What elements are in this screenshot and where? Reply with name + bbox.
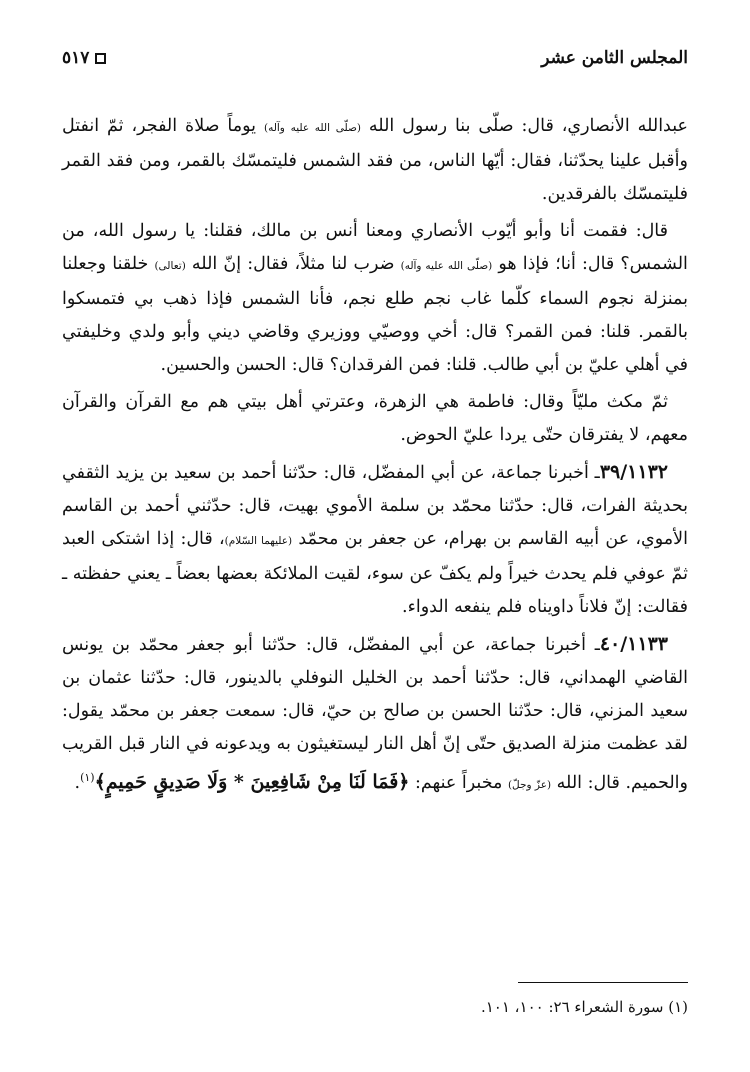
page-number [62,48,106,68]
footnote-divider [518,982,688,983]
square-icon [95,53,106,64]
paragraph-3-text: ثمّ مكث مليّاً وقال: فاطمة هي الزهرة، وعترتي أهل بيتي هم مع القرآن والقرآن معهم، لا يفترقان حتّى يردا عليّ الحوض. [62,392,688,445]
paragraph-4-text-a: ـ أخبرنا جماعة، عن أبي المفضّل، قال: حدّثنا أحمد بن سعيد بن يزيد الثقفي بحديثة الفرات، قال: حدّثنا محمّد بن سلمة الأموي بهيت، قال: حدّثني أحمد بن القاسم الأموي، عن أبيه القاسم بن بهرام، عن جعفر بن محمّد [62,463,688,549]
paragraph-4-text-b: ، قال: إذا اشتكى العبد ثمّ عوفي فلم يحدث خيراً ولم يكفّ عن سوء، لقيت الملائكة بعضها بعضاً ـ يعني حفظته ـ فقالت: إنّ فلاناً داويناه فلم ينفعه الدواء. [62,529,688,617]
honorific: (عزّ وجلّ) [507,778,552,791]
paragraph-1-text-a: عبدالله الأنصاري، قال: صلّى بنا رسول الله [368,116,688,136]
honorific: (صلّى الله عليه وآله) [263,122,361,134]
paragraph-1-text-b: يوماً صلاة الفجر، ثمّ انفتل وأقبل علينا يحدّثنا، فقال: أيّها الناس، من فقد الشمس فليتمسّك بالقمر، ومن فقد القمر فليتمسّك بالفرقدين. [62,116,688,204]
main-text [62,110,688,806]
honorific: (صلّى الله عليه وآله) [400,260,493,272]
paragraph-4 [62,456,688,624]
quran-verse: ﴿فَمَا لَنَا مِنْ شَافِعِينَ * وَلَا صَدِيقٍ حَمِيمٍ﴾ [94,770,410,793]
paragraph-5 [62,628,688,802]
footnote [62,998,688,1016]
footnote-text: (١) سورة الشعراء ٢٦: ١٠٠، ١٠١. [480,998,688,1016]
honorific: (عليهما السّلام) [224,535,293,547]
paragraph-2 [62,215,688,382]
paragraph-5-text-a: ـ أخبرنا جماعة، عن أبي المفضّل، قال: حدّثنا أبو جعفر محمّد بن يونس القاضي الهمداني، قال: حدّثنا أحمد بن الخليل النوفلي بالدينور، قال: حدّثنا عثمان بن سعيد المزني، قال: حدّثنا الحسن بن صالح بن حيّ، قال: سمعت جعفر بن محمّد يقول: لقد عظمت منزلة الصديق حتّى إنّ أهل النار ليستغيثون به ويدعونه في النار قبل القريب والحميم. قال: الله [62,635,688,793]
hadith-number: ٤٠/١١٣٣ [599,633,668,655]
page-header [62,40,688,76]
paragraph-3 [62,386,688,452]
page-number-value: ٥١٧ [62,48,90,68]
footnote-reference[interactable]: (١) [80,771,95,784]
running-title: المجلس الثامن عشر [541,48,688,68]
paragraph-2-text-a: قال: فقمت أنا وأبو أيّوب الأنصاري ومعنا أنس بن مالك، فقلنا: يا رسول الله، من الشمس؟ قال: أنا؛ فإذا هو [62,221,688,274]
hadith-number: ٣٩/١١٣٢ [599,461,668,483]
honorific: (تعالى) [154,260,186,272]
paragraph-5-end: . [74,772,81,793]
paragraph-1 [62,110,688,211]
paragraph-2-text-c: خلقنا وجعلنا بمنزلة نجوم السماء كلّما غاب نجم طلع نجم، فأنا الشمس فإذا ذهب بي فتمسكوا بالقمر. قلنا: فمن القمر؟ قال: أخي ووصيّي ووزيري وقاضي ديني وأبو ولدي وخليفتي في أهلي عليّ بن أبي طالب. قلنا: فمن الفرقدان؟ قال: الحسن والحسين. [62,254,688,375]
paragraph-5-text-b: مخبراً عنهم: [415,772,503,793]
paragraph-2-text-b: ضرب لنا مثلاً، فقال: إنّ الله [191,254,395,274]
